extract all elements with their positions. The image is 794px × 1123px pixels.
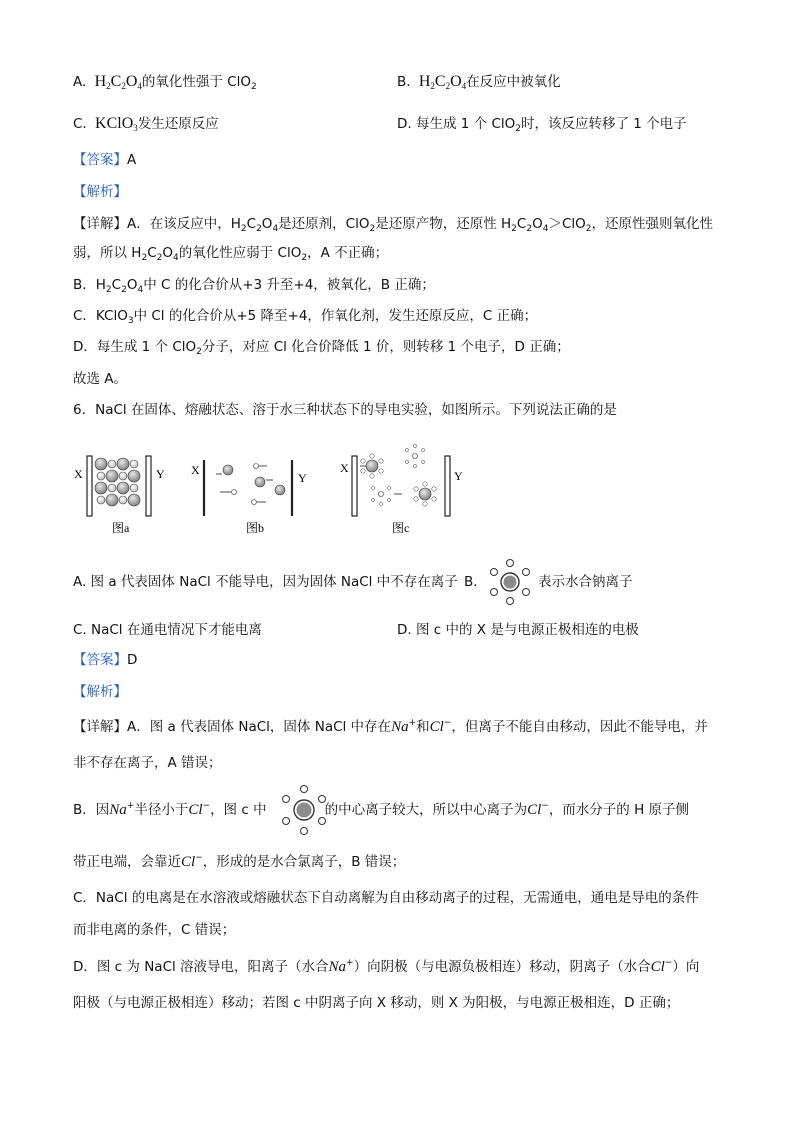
q6-detail-d1: D．图 c 为 NaCl 溶液导电，阳离子（水合Na+）向阴极（与电源负极相连）移动，阴离子（水合Cl−）向 [73, 958, 700, 975]
hydrated-ion-icon [484, 556, 536, 608]
hydrated-ion-icon [276, 782, 332, 838]
q5-detail-line2: 弱，所以 $H_2C_2O_4$的氧化性应弱于 ClO$_2$，A 不正确； [73, 245, 389, 263]
answer-value: D [127, 652, 138, 668]
electrode-x-label: X [340, 461, 349, 475]
option-letter: C. [73, 116, 87, 132]
option-text: 每生成 1 个 ClO [415, 116, 516, 132]
figure-a-caption: 图a [112, 521, 130, 535]
electrode-x [87, 456, 92, 516]
q6-option-b-text: 表示水合钠离子 [538, 574, 633, 590]
q6-answer [73, 650, 137, 670]
electrode-y-label: Y [298, 471, 307, 485]
option-text: 发生还原反应 [137, 116, 219, 132]
electrode-y-label: Y [454, 469, 463, 483]
q6-option-a: A. 图 a 代表固体 NaCl 不能导电，因为固体 NaCl 中不存在离子 [73, 574, 458, 590]
q5-detail-line4: C．KClO$_3$中 Cl 的化合价从+5 降至+4，作氧化剂，发生还原反应，C 正确； [73, 308, 538, 326]
formula-kclo3: KClO$_3$ [95, 115, 138, 133]
answer-label: 【答案】 [73, 152, 127, 168]
electrode-x-label: X [191, 463, 200, 477]
option-letter: D. [397, 116, 412, 132]
q6-option-d: D. 图 c 中的 X 是与电源正极相连的电极 [397, 622, 639, 638]
ionic-lattice [95, 458, 140, 506]
hydrated-ions [360, 444, 436, 506]
figure-a [74, 456, 165, 535]
q5-detail-line5: D．每生成 1 个 ClO$_2$分子，对应 Cl 化合价降低 1 价，则转移 1 个电子，D 正确； [73, 339, 570, 357]
q5-answer [73, 150, 136, 170]
figure-b-caption: 图b [246, 521, 265, 535]
option-letter: A. [73, 74, 87, 90]
option-letter: B. [397, 74, 411, 90]
option-text-2: 时，该反应转移了 1 个电子 [521, 116, 687, 132]
figure-b [191, 460, 307, 535]
q6-detail-a2: 非不存在离子，A 错误； [73, 755, 222, 771]
formula-h2c2o4: $H_2C_2O_4$ [94, 73, 142, 91]
q6-option-b-letter: B. [464, 574, 478, 590]
q6-detail-d2: 阳极（与电源正极相连）移动；若图 c 中阴离子向 X 移动，则 X 为阳极，与电源正极相连，D 正确； [73, 995, 680, 1011]
figure-c-caption: 图c [392, 521, 410, 535]
answer-value: A [127, 152, 137, 168]
q6-detail-b2: 带正电端，会靠近Cl−，形成的是水合氯离子，B 错误； [73, 853, 406, 870]
q6-option-c: C. NaCl 在通电情况下才能电离 [73, 622, 262, 638]
q6-detail-b1: B．因Na+半径小于Cl−，图 c 中 的中心离子较大，所以中心离子为Cl−，而水分子的 H 原子侧 [73, 801, 690, 818]
q6-figure [70, 436, 470, 540]
q6-detail-a1: 【详解】A．图 a 代表固体 NaCl，固体 NaCl 中存在Na+和Cl−，但离子不能自由移动，因此不能导电，并 [73, 718, 708, 735]
electrode-x [352, 456, 357, 516]
q6-analysis-label: 【解析】 [73, 684, 127, 700]
q5-option-a: A. $H_2C_2O_4$的氧化性强于 ClO$_2$ [73, 73, 257, 92]
q5-analysis-label: 【解析】 [73, 184, 127, 200]
q5-option-c [73, 114, 219, 134]
electrode-y [146, 456, 151, 516]
figure-c [340, 444, 463, 535]
option-text: 在反应中被氧化 [466, 74, 561, 90]
q5-option-b [397, 72, 561, 92]
formula-h2c2o4: $H_2C_2O_4$ [418, 73, 467, 91]
q6-detail-c2: 而非电离的条件，C 错误； [73, 922, 236, 938]
electrode-y [445, 456, 450, 516]
option-text: 的氧化性强于 ClO [141, 74, 251, 90]
q5-detail-line1: 【详解】A．在该反应中，$H_2C_2O_4$是还原剂，ClO$_2$是还原产物，还原性 $H_2C_2O_4>ClO_2$，还原性强则氧化性 [73, 216, 713, 234]
q6-stem: 6．NaCl 在固体、熔融状态、溶于水三种状态下的导电实验，如图所示。下列说法正确的是 [73, 402, 617, 418]
electrode-y-label: Y [156, 467, 165, 481]
electrode-x-label: X [74, 467, 83, 481]
answer-label: 【答案】 [73, 652, 127, 668]
q5-option-d: D. 每生成 1 个 ClO$_2$时，该反应转移了 1 个电子 [397, 116, 687, 134]
q5-detail-line3: B．$H_2C_2O_4$中 C 的化合价从+3 升至+4，被氧化，B 正确； [73, 277, 435, 295]
q5-detail-line6: 故选 A。 [73, 371, 128, 387]
free-ions [216, 464, 285, 505]
q6-detail-c1: C．NaCl 的电离是在水溶液或熔融状态下自动离解为自由移动离子的过程，无需通电，通电是导电的条件 [73, 890, 699, 906]
